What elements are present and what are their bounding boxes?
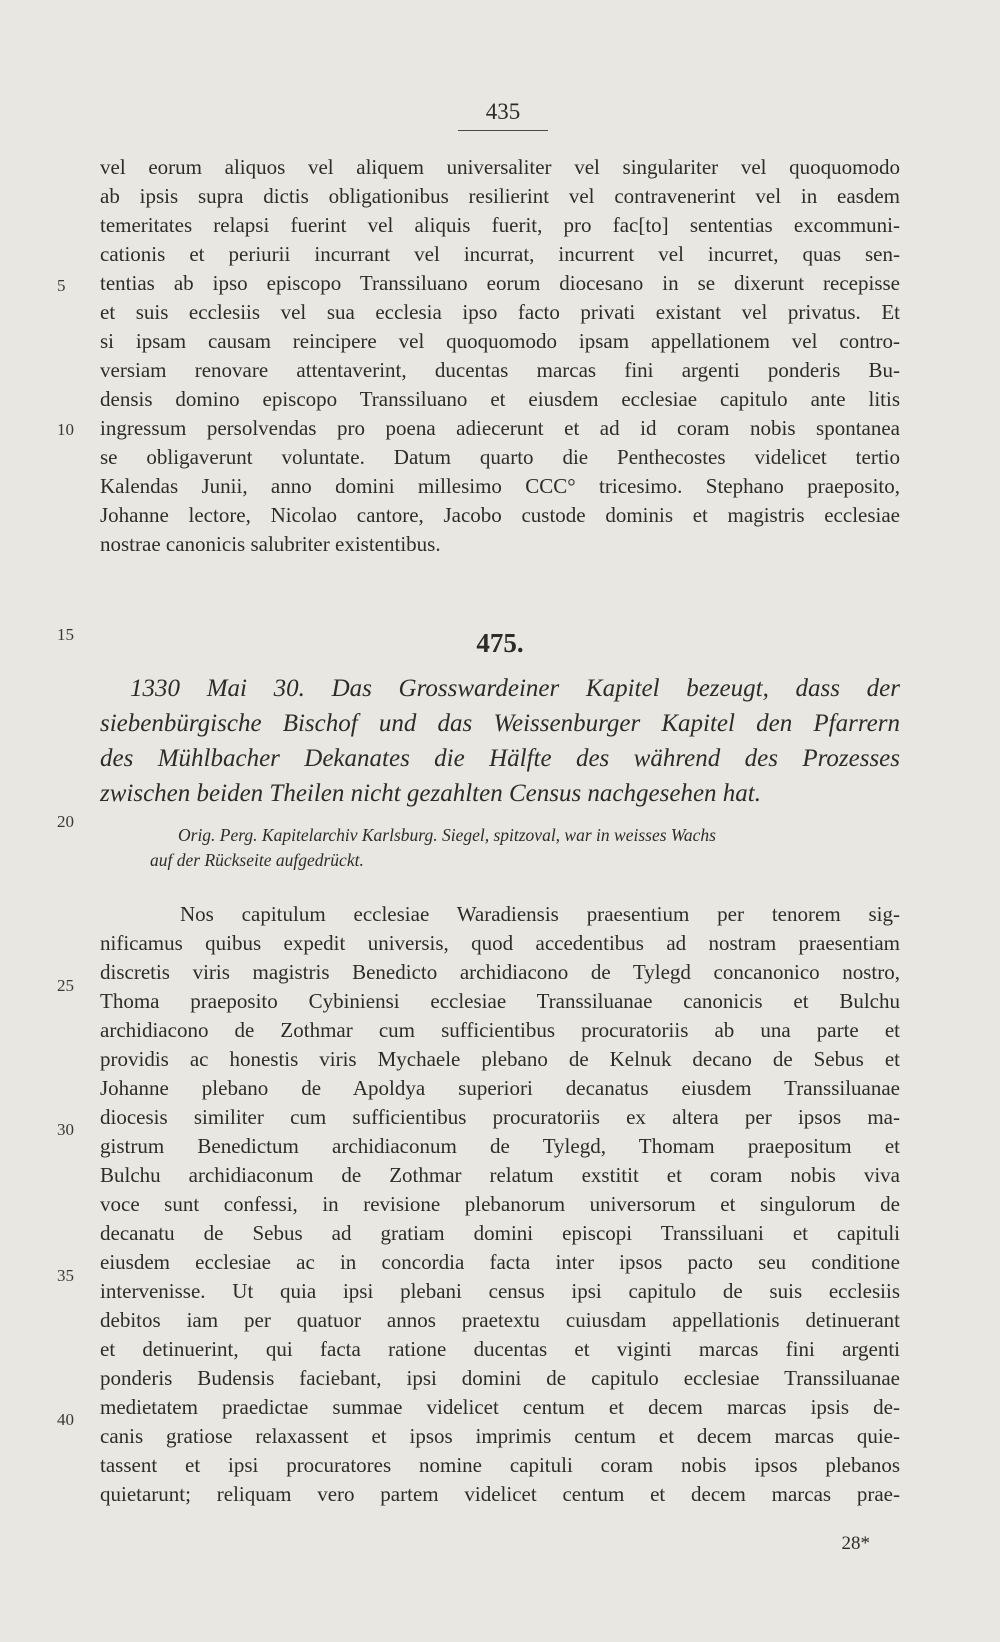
line-number: 25 xyxy=(57,976,74,995)
text-line: Nos capitulum ecclesiae Waradiensis praesentium per tenorem sig- xyxy=(180,902,900,926)
line-number: 5 xyxy=(57,276,66,295)
text-line: tentias ab ipso episcopo Transsiluano eorum diocesano in se dixerunt recepisse xyxy=(100,271,900,295)
text-line: gistrum Benedictum archidiaconum de Tylegd, Thomam praepositum et xyxy=(100,1134,900,1158)
text-line: debitos iam per quatuor annos praetextu cuiusdam appellationis detinuerant xyxy=(100,1308,900,1332)
text-line: vel eorum aliquos vel aliquem universaliter vel singulariter vel quoquomodo xyxy=(100,155,900,179)
text-line: Johanne plebano de Apoldya superiori decanatus eiusdem Transsiluanae xyxy=(100,1076,900,1100)
text-line: providis ac honestis viris Mychaele plebano de Kelnuk decano de Sebus et xyxy=(100,1047,900,1071)
line-number: 40 xyxy=(57,1410,74,1429)
text-line: quietarunt; reliquam vero partem videlicet centum et decem marcas prae- xyxy=(100,1482,900,1506)
line-number: 30 xyxy=(57,1120,74,1139)
text-line: intervenisse. Ut quia ipsi plebani census ipsi capitulo de suis ecclesiis xyxy=(100,1279,900,1303)
regest-line: 1330 Mai 30. Das Grosswardeiner Kapitel bezeugt, dass der xyxy=(130,675,900,702)
text-line: eiusdem ecclesiae ac in concordia facta inter ipsos pacto seu conditione xyxy=(100,1250,900,1274)
text-line: voce sunt confessi, in revisione plebanorum universorum et singulorum de xyxy=(100,1192,900,1216)
text-line: medietatem praedictae summae videlicet centum et decem marcas ipsis de- xyxy=(100,1395,900,1419)
text-line: ab ipsis supra dictis obligationibus resilierint vel contravenerint vel in easdem xyxy=(100,184,900,208)
line-number: 35 xyxy=(57,1266,74,1285)
text-line: Johanne lectore, Nicolao cantore, Jacobo custode dominis et magistris ecclesiae xyxy=(100,503,900,527)
page-number-rule xyxy=(458,130,548,131)
source-note-line: Orig. Perg. Kapitelarchiv Karlsburg. Siegel, spitzoval, war in weisses Wachs xyxy=(178,825,716,845)
regest-line: siebenbürgische Bischof und das Weissenburger Kapitel den Pfarrern xyxy=(100,710,900,737)
line-number: 10 xyxy=(57,420,74,439)
text-line: et suis ecclesiis vel sua ecclesia ipso facto privati existant vel privatus. Et xyxy=(100,300,900,324)
line-number: 15 xyxy=(57,625,74,644)
text-line: decanatu de Sebus ad gratiam domini episcopi Transsiluani et capituli xyxy=(100,1221,900,1245)
text-line: tassent et ipsi procuratores nomine capituli coram nobis ipsos plebanos xyxy=(100,1453,900,1477)
text-line: nificamus quibus expedit universis, quod accedentibus ad nostram praesentiam xyxy=(100,931,900,955)
regest-line: des Mühlbacher Dekanates die Hälfte des während des Prozesses xyxy=(100,745,900,772)
text-line: Kalendas Junii, anno domini millesimo CCC° tricesimo. Stephano praeposito, xyxy=(100,474,900,498)
document-number: 475. xyxy=(476,628,524,658)
text-line: temeritates relapsi fuerint vel aliquis fuerit, pro fac[to] sententias excommuni- xyxy=(100,213,900,237)
regest-line: zwischen beiden Theilen nicht gezahlten Census nachgesehen hat. xyxy=(100,780,761,807)
text-line: Bulchu archidiaconum de Zothmar relatum exstitit et coram nobis viva xyxy=(100,1163,900,1187)
text-line: ingressum persolvendas pro poena adiecerunt et ad id coram nobis spontanea xyxy=(100,416,900,440)
text-line: se obligaverunt voluntate. Datum quarto die Penthecostes videlicet tertio xyxy=(100,445,900,469)
text-line: archidiacono de Zothmar cum sufficientibus procuratoriis ab una parte et xyxy=(100,1018,900,1042)
text-line: cationis et periurii incurrant vel incurrat, incurrent vel incurret, quas sen- xyxy=(100,242,900,266)
text-line: Thoma praeposito Cybiniensi ecclesiae Transsiluanae canonicis et Bulchu xyxy=(100,989,900,1013)
source-note-line: auf der Rückseite aufgedrückt. xyxy=(150,850,364,870)
text-line: diocesis similiter cum sufficientibus procuratoriis ex altera per ipsos ma- xyxy=(100,1105,900,1129)
text-line: densis domino episcopo Transsiluano et eiusdem ecclesiae capitulo ante litis xyxy=(100,387,900,411)
text-line: discretis viris magistris Benedicto archidiacono de Tylegd concanonico nostro, xyxy=(100,960,900,984)
text-line: nostrae canonicis salubriter existentibus. xyxy=(100,532,441,556)
page-number: 435 xyxy=(485,99,521,124)
text-line: canis gratiose relaxassent et ipsos imprimis centum et decem marcas quie- xyxy=(100,1424,900,1448)
text-line: et detinuerint, qui facta ratione ducentas et viginti marcas fini argenti xyxy=(100,1337,900,1361)
text-line: versiam renovare attentaverint, ducentas marcas fini argenti ponderis Bu- xyxy=(100,358,900,382)
text-line: si ipsam causam reincipere vel quoquomodo ipsam appellationem vel contro- xyxy=(100,329,900,353)
signature-mark: 28* xyxy=(841,1533,870,1554)
line-number: 20 xyxy=(57,812,74,831)
text-line: ponderis Budensis faciebant, ipsi domini de capitulo ecclesiae Transsiluanae xyxy=(100,1366,900,1390)
